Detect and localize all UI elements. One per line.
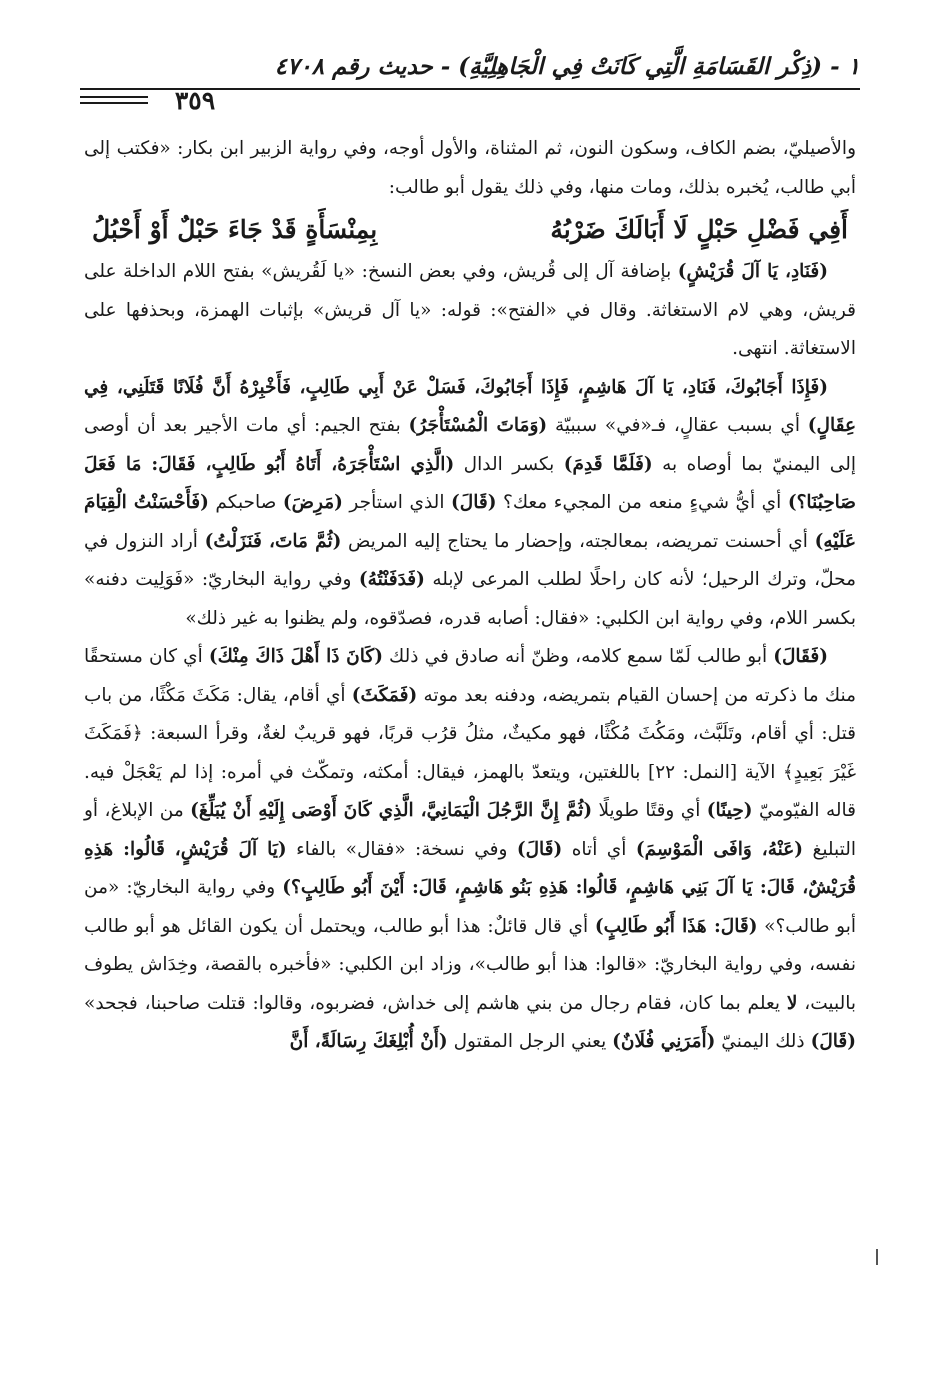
page-number: ٣٥٩ [174, 86, 216, 115]
commentary-text: أي قال قائلٌ: هذا أبو طالب، ويحتمل أن يكون القائل هو أبو طالب نفسه، وفي رواية البخاريّ: «قالوا: هذا أبو طالب»، وزاد ابن الكلبي: «فأخبره بالقصة، وخِدَاش يطوف بالبيت، [84, 915, 856, 1014]
commentary-text: وفي رواية البخاريّ: «من أبو طالب؟» [84, 877, 856, 937]
commentary-text: وفي نسخة: «فقال» بالفاء [286, 838, 517, 860]
commentary-text: الذي استأجر [342, 492, 452, 513]
commentary-text: بإضافة آل إلى قُريش، وفي بعض النسخ: «يا لَقُريش» بفتح اللام الداخلة على قريش، وهي لام الاستغاثة. وقال في «الفتح»: قوله: «يا آل قريش» بإثبات الهمزة، وبحذفها على الاستغاثة. انتهى. [84, 261, 856, 359]
commentary-text: صاحبكم [208, 492, 283, 513]
margin-mark [876, 1249, 878, 1265]
commentary-text: يعني الرجل المقتول [447, 1031, 613, 1052]
poem-verse [84, 207, 856, 253]
matn-quote: (الَّذِي اسْتَأْجَرَهُ، أَتَاهُ أَبُو طَالِبٍ، فَقَالَ: مَا فَعَلَ صَاحِبُنَا؟) [84, 453, 857, 513]
commentary-text: أبو طالب لَمّا سمع كلامه، وظنّ أنه صادق في ذلك [382, 646, 774, 667]
paragraph-2 [84, 253, 856, 369]
commentary-text: أي وقتًا طويلًا [592, 800, 707, 821]
matn-quote: (قَالَ) [451, 492, 497, 513]
matn-quote: (يَا آلَ قُرَيْشٍ، قَالُوا: هَذِهِ قُرَيْشٌ، قَالَ: يَا آلَ بَنِي هَاشِمٍ، قَالُوا: هَذِهِ بَنُو هَاشِمٍ، قَالَ: أَيْنَ أَبُو طَالِبٍ؟) [84, 838, 856, 898]
paragraph-4 [84, 638, 856, 1062]
commentary-text: أي بسبب عقالٍ، فـ«في» سببيّة [547, 415, 808, 436]
matn-quote: (حِينًا) [706, 800, 753, 821]
commentary-text: من الإبلاغ، أو التبليغ [84, 800, 856, 860]
matn-quote: (فَأَحْسَنْتُ الْقِيَامَ عَلَيْهِ) [84, 492, 856, 552]
commentary-text: أي أحسنت تمريضه، بمعالجته، وإحضار ما يحتاج إليه المريض [341, 530, 815, 552]
paragraph-3 [84, 369, 856, 639]
matn-quote: (ثُمَّ مَاتَ، فَنَزَلْتُ) [204, 530, 342, 552]
commentary-text: أي أتاه [562, 838, 636, 860]
matn-quote: (قَالَ) [516, 838, 563, 860]
running-header [80, 44, 860, 114]
matn-quote: (فَنَادِ، يَا آلَ قُرَيْشٍ) [677, 261, 828, 282]
matn-quote: لا [786, 992, 798, 1014]
commentary-text: أراد النزول في محلّ، وترك الرحيل؛ لأنه كان راحلًا لطلب المرعى لإبله [84, 530, 857, 590]
matn-quote: (فَدَفَنْتُهُ) [358, 569, 425, 590]
commentary-text: أي أقام، يقال: مَكَثَ مَكْثًا، من باب قتل: أي أقام، وتَلَبَّث، ومَكُثَ مُكْثًا، فهو مكيثٌ، مثلُ قرُب قربًا، فهو قريبٌ لغةٌ، وقرأ السبعة: ﴿فَمَكَثَ غَيْرَ بَعِيدٍ﴾ الآية [النمل: ٢٢] باللغتين، ويتعدّ بالهمز، فيقال: أمكثه، وتمكّث في أمره: إذا لم يَعْجَلْ فيه. قاله الفيّوميّ [84, 684, 857, 821]
matn-quote: (فَمَكَثَ) [351, 684, 418, 706]
matn-quote: (وَمَاتَ الْمُسْتَأْجَرُ) [408, 415, 548, 436]
commentary-text: ذلك اليمنيّ [715, 1031, 811, 1052]
page-number-rules [80, 96, 148, 108]
header-title: ١ - (ذِكْر القَسَامَةِ الَّتِي كَانَتْ فِي الْجَاهِلِيَّةِ) - حديث رقم ٤٧٠٨ [274, 53, 860, 80]
matn-quote: (عَنْهُ، وَافَى الْمَوْسِمَ) [635, 838, 804, 860]
commentary-text: أي كان مستحقًا منك ما ذكرته من إحسان القيام بتمريضه، ودفنه بعد موته [84, 646, 856, 706]
commentary-text: بكسر الدال [454, 453, 564, 475]
commentary-text: بفتح الجيم: أي مات الأجير بعد أن أوصى إلى اليمنيّ بما أوصاه به [84, 415, 856, 475]
matn-quote: (فَقَالَ) [773, 646, 828, 667]
commentary-text: يعلم بما كان، فقام رجال من بني هاشم إلى خداش، فضربوه، وقالوا: قتلت صاحبنا، فجحد» [84, 992, 787, 1014]
matn-quote: (أَمَرَنِي فُلَانٌ) [612, 1031, 716, 1052]
poem-hemistich-second: بِمِنْسَأَةٍ قَدْ جَاءَ حَبْلٌ أَوْ أَحْبُلُ [92, 215, 378, 244]
commentary-text: أي أيُّ شيءٍ منعه من المجيء معك؟ [496, 492, 788, 513]
paragraph-1: والأصيليّ، بضم الكاف، وسكون النون، ثم المثناة، والأول أوجه، وفي رواية الزبير ابن بكار: «فكتب إلى أبي طالب، يُخبره بذلك، ومات منها، وفي ذلك يقول أبو طالب: [84, 138, 856, 198]
commentary-text: وفي رواية البخاريّ: «فَوَلِيت دفنه» بكسر اللام، وفي رواية ابن الكلبي: «فقال: أصابه قدره، فصدّقوه، ولم يظنوا به غير ذلك» [84, 569, 856, 629]
matn-quote: (مَرِضَ) [282, 492, 343, 513]
matn-quote: (كَانَ ذَا أَهْلَ ذَاكَ مِنْكَ) [208, 646, 383, 667]
matn-quote: (قَالَ) [810, 1031, 856, 1052]
matn-quote: (فَإِذَا أَجَابُوكَ، فَنَادِ، يَا آلَ هَاشِمٍ، فَإِذَا أَجَابُوكَ، فَسَلْ عَنْ أَبِي طَالِبٍ، فَأَخْبِرْهُ أَنَّ فُلَانًا قَتَلَنِي، فِي عِقَالٍ) [84, 376, 856, 436]
matn-quote: (أَنْ أُبْلِغَكَ رِسَالَةً، أَنَّ [289, 1031, 448, 1052]
matn-quote: (فَلَمَّا قَدِمَ) [563, 453, 653, 475]
matn-quote: (ثُمَّ إِنَّ الرَّجُلَ الْيَمَانِيَّ، الَّذِي كَانَ أَوْصَى إِلَيْهِ أَنْ يُبَلِّغَ) [190, 800, 593, 821]
page-body [84, 130, 856, 1062]
poem-hemistich-first: أَفِي فَضْلِ حَبْلٍ لَا أَبَالَكَ ضَرْبُهُ [550, 215, 848, 244]
matn-quote: (قَالَ: هَذَا أَبُو طَالِبٍ) [594, 915, 758, 937]
